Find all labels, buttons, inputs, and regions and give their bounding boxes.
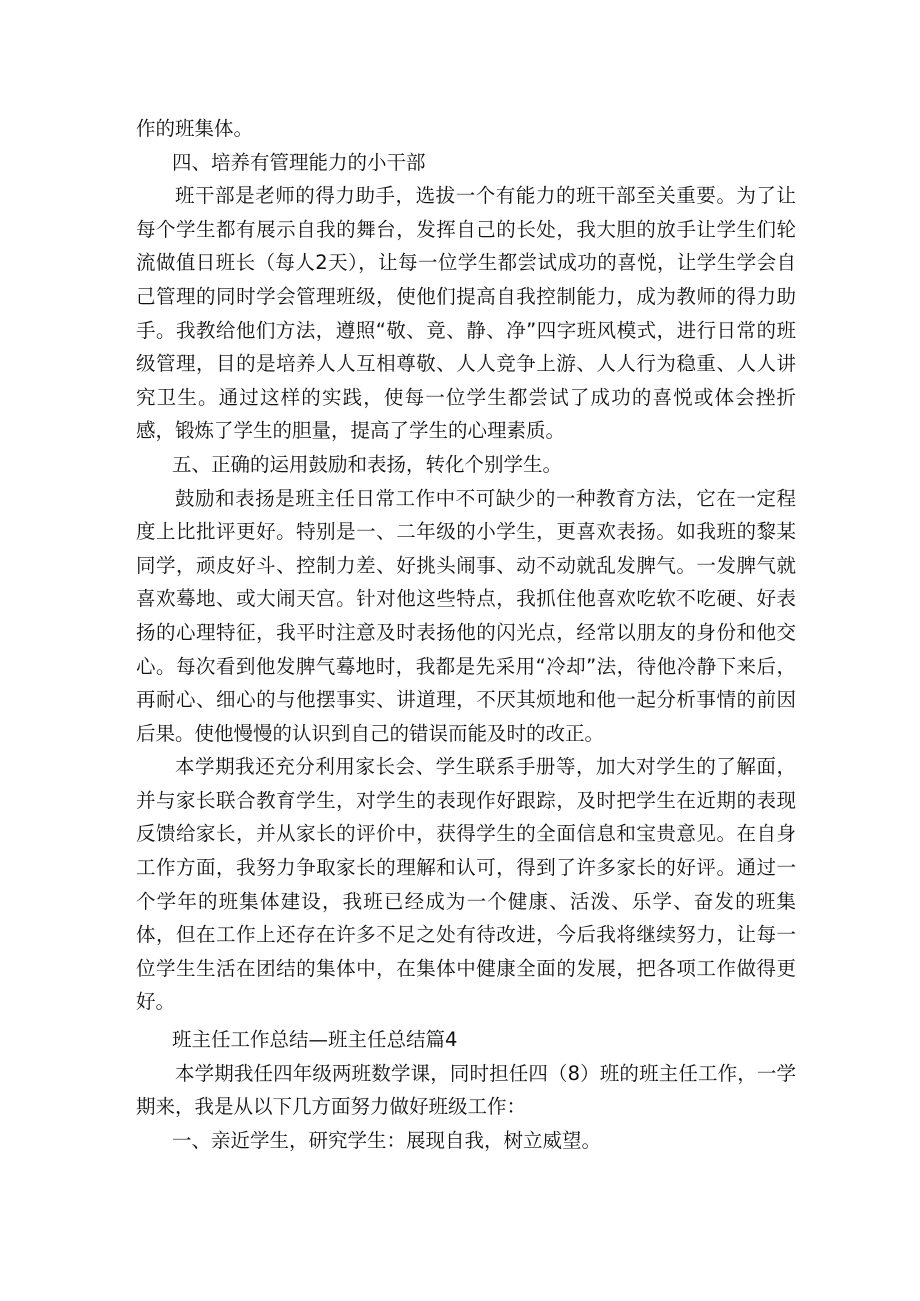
paragraph-class-cadres: 班干部是老师的得力助手，选拔一个有能力的班干部至关重要。为了让每个学生都有展示自我的舞台，发挥自己的长处，我大胆的放手让学生们轮流做值日班长（每人2天），让每一位学生都尝试成功的喜悦，让学生学会自己管理的同时学会管理班级，使他们提高自我控制能力，成为教师的得力助手。我教给他们方法，遵照“敬、竟、静、净”四字班风模式，进行日常的班级管理，目的是培养人人互相尊敬、人人竞争上游、人人行为稳重、人人讲究卫生。通过这样的实践，使每一位学生都尝试了成功的喜悦或体会挫折感，锻炼了学生的胆量，提高了学生的心理素质。 [136, 184, 796, 443]
section-heading-5: 五、正确的运用鼓励和表扬，转化个别学生。 [172, 452, 563, 476]
paragraph-intro: 本学期我任四年级两班数学课，同时担任四（8）班的班主任工作，一学期来，我是从以下几方面努力做好班级工作： [136, 1061, 796, 1119]
paragraph-encouragement: 鼓励和表扬是班主任日常工作中不可缺少的一种教育方法，它在一定程度上比批评更好。特别是一、二年级的小学生，更喜欢表扬。如我班的黎某同学，顽皮好斗、控制力差、好挑头闹事、动不动就乱发脾气。一发脾气就喜欢蓦地、或大闹天宫。针对他这些特点，我抓住他喜欢吃软不吃硬、好表扬的心理特征，我平时注意及时表扬他的闪光点，经常以朋友的身份和他交心。每次看到他发脾气蓦地时，我都是先采用“冷却”法，待他冷静下来后，再耐心、细心的与他摆事实、讲道理，不厌其烦地和他一起分析事情的前因后果。使他慢慢的认识到自己的错误而能及时的改正。 [136, 486, 796, 745]
paragraph-continuation: 作的班集体。 [136, 117, 254, 140]
article-title-part-4: 班主任工作总结—班主任总结篇4 [172, 1028, 458, 1052]
paragraph-parent-contact: 本学期我还充分利用家长会、学生联系手册等，加大对学生的了解面，并与家长联合教育学生，对学生的表现作好跟踪，及时把学生在近期的表现反馈给家长，并从家长的评价中，获得学生的全面信息和宝贵意见。在自身工作方面，我努力争取家长的理解和认可，得到了许多家长的好评。通过一个学年的班集体建设，我班已经成为一个健康、活泼、乐学、奋发的班集体，但在工作上还存在许多不足之处有待改进，今后我将继续努力，让每一位学生生活在团结的集体中，在集体中健康全面的发展，把各项工作做得更好。 [136, 755, 796, 1014]
section-heading-1: 一、亲近学生，研究学生：展现自我，树立威望。 [172, 1128, 602, 1152]
section-heading-4: 四、培养有管理能力的小干部 [172, 150, 426, 174]
document-body [136, 112, 796, 1157]
